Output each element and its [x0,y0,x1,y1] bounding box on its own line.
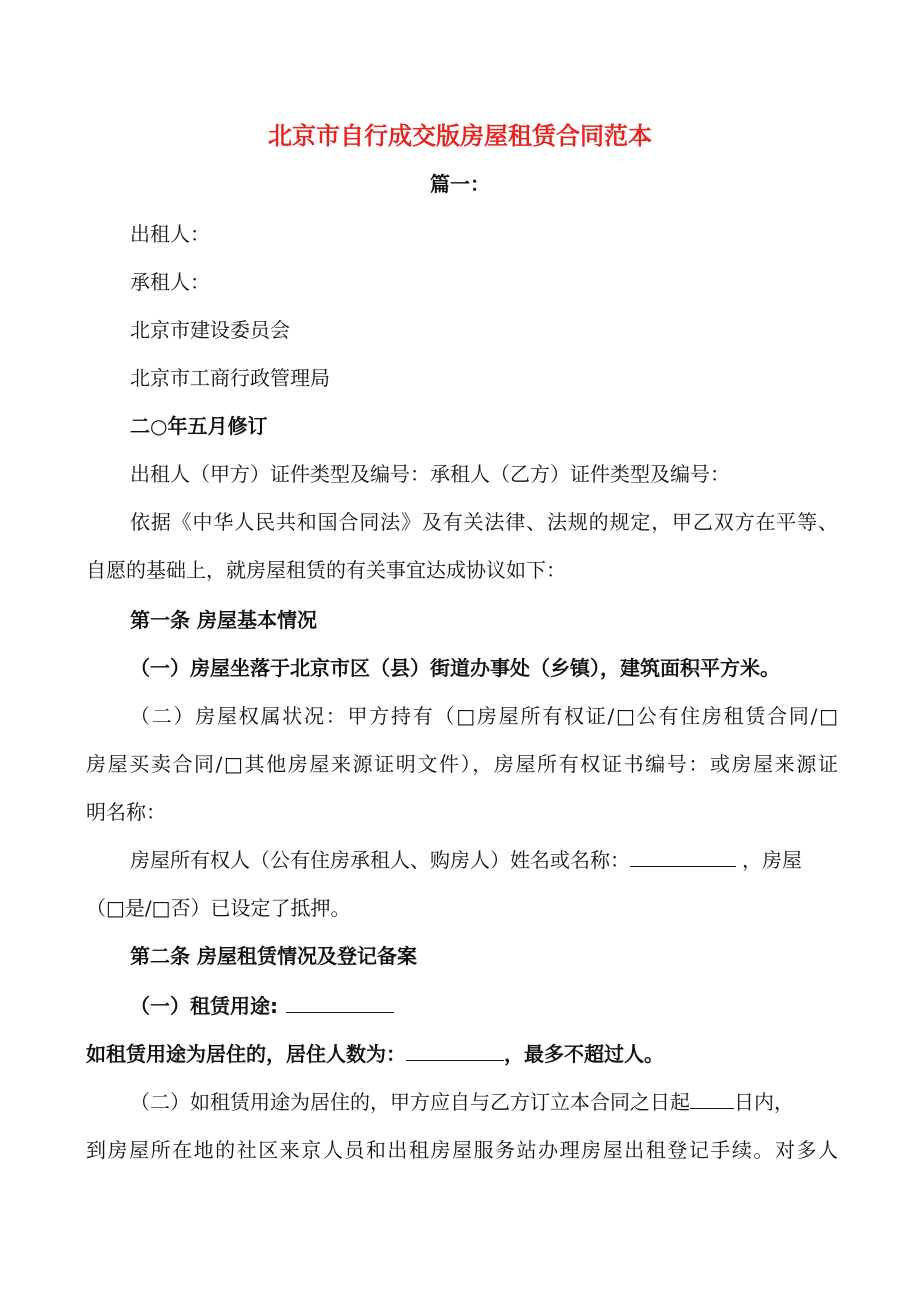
lease-purpose-label: （一）租赁用途: [130,994,278,1018]
article-1-item-2-line-3: 明名称： [86,800,166,824]
registration-line-2: 到房屋所在地的社区来京人员和出租房屋服务站办理房屋出租登记手续。对多人 [86,1138,838,1162]
id-type-line: 出租人（甲方）证件类型及编号：承租人（乙方）证件类型及编号： [130,462,730,486]
revision-line: 二○年五月修订 [130,414,268,438]
registration-days-blank[interactable] [690,1090,734,1109]
basis-line-1: 依据《中华人民共和国合同法》及有关法律、法规的规定，甲乙双方在平等、 [130,510,838,534]
owner-name-label: 房屋所有权人（公有住房承租人、购房人）姓名或名称： [130,848,630,872]
registration-suffix: 日内， [734,1090,794,1114]
owner-name-suffix: ，房屋 [742,848,802,872]
lease-purpose-blank[interactable] [286,994,394,1013]
occupants-suffix: ，最多不超过人。 [504,1042,664,1066]
article-1-item-2-line-1: （二）房屋权属状况：甲方持有（□房屋所有权证/□公有住房租赁合同/□ [130,704,838,728]
issuer-line-2: 北京市工商行政管理局 [130,366,330,390]
owner-name-line [130,846,838,874]
article-2-heading: 第二条 房屋租赁情况及登记备案 [130,944,417,968]
lessor-line: 出租人： [130,222,210,246]
issuer-line-1: 北京市建设委员会 [130,318,290,342]
owner-name-blank[interactable] [630,848,736,867]
registration-label: （二）如租赁用途为居住的，甲方应自与乙方订立本合同之日起 [130,1090,690,1114]
registration-line-1 [130,1088,838,1116]
basis-line-2: 自愿的基础上，就房屋租赁的有关事宜达成协议如下： [86,558,566,582]
lessee-line: 承租人： [130,270,210,294]
document-title: 北京市自行成交版房屋租赁合同范本 [268,122,652,150]
article-1-heading: 第一条 房屋基本情况 [130,608,317,632]
document-subtitle: 篇一： [430,172,490,196]
mortgage-line: （□是/□否）已设定了抵押。 [86,896,351,920]
lease-purpose-line [130,992,838,1020]
occupants-label: 如租赁用途为居住的，居住人数为： [86,1042,406,1066]
article-1-item-1: （一）房屋坐落于北京市区（县）街道办事处（乡镇），建筑面积平方米。 [130,656,780,680]
article-1-item-2-line-2: 房屋买卖合同/□其他房屋来源证明文件），房屋所有权证书编号：或房屋来源证 [86,752,838,776]
occupants-blank[interactable] [406,1042,504,1061]
occupants-line [86,1040,838,1068]
